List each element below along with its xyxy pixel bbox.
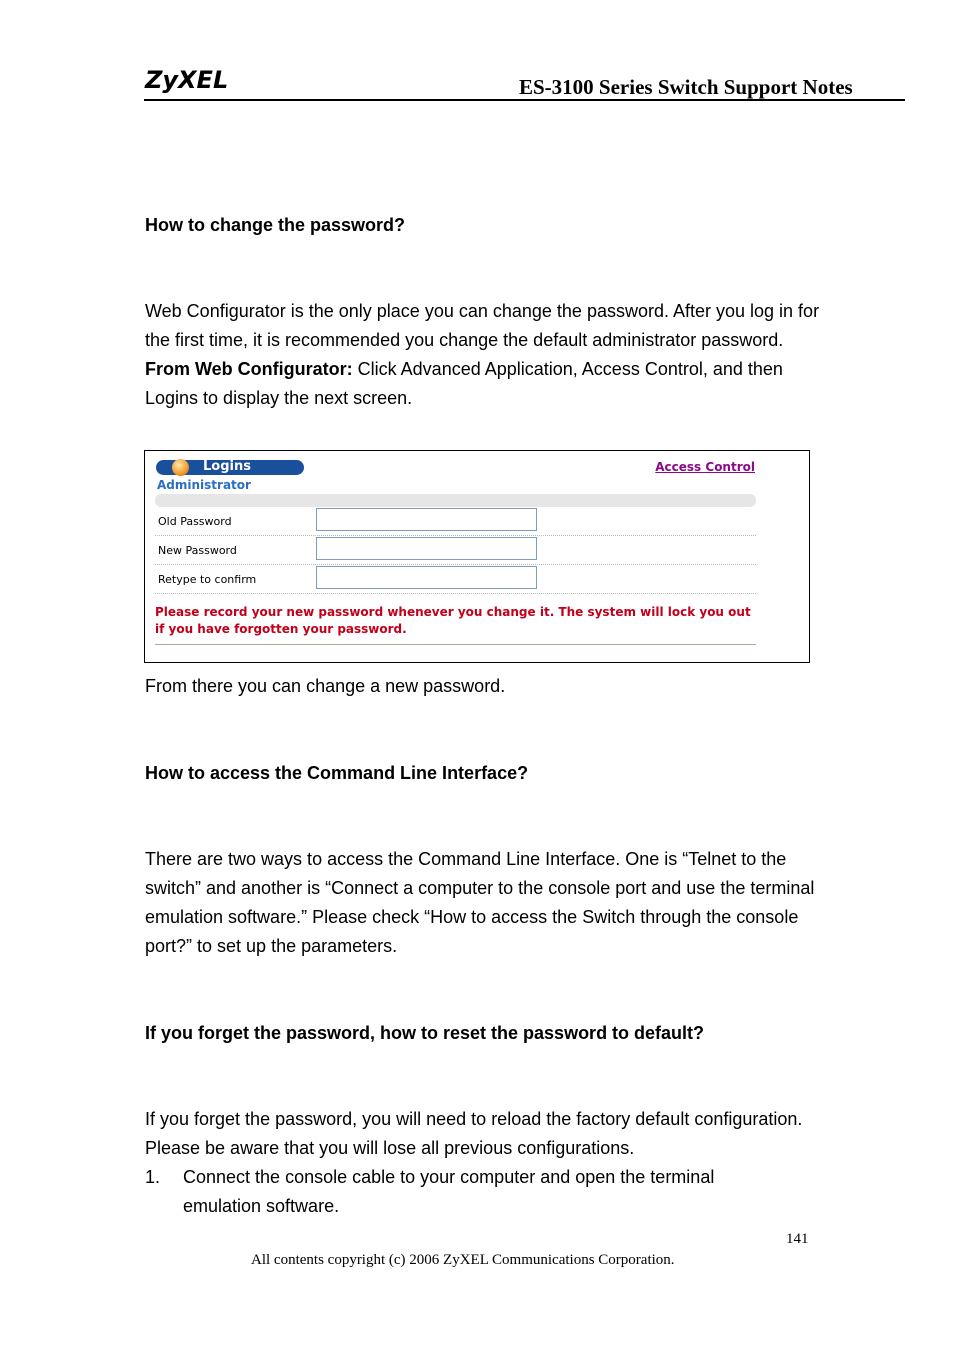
logins-screenshot — [144, 450, 810, 663]
orb-icon — [172, 459, 189, 476]
retype-password-field[interactable] — [316, 566, 537, 589]
intro-paragraph: Web Configurator is the only place you can change the password. After you log in for the first time, it is recommended you change the default administrator password. — [145, 301, 820, 350]
section-divider-bar — [155, 494, 756, 507]
warning-rule — [155, 644, 756, 645]
from-web-configurator-text: Click Advanced Application, Access Control, and then Logins to display the next screen. — [145, 359, 783, 408]
logins-tab[interactable] — [156, 460, 304, 475]
password-warning: Please record your new password whenever you change it. The system will lock you out if you have forgotten your password. — [155, 605, 751, 636]
change-password-intro — [145, 297, 825, 413]
heading-cli: How to access the Command Line Interface? — [145, 763, 529, 783]
retype-password-row — [155, 565, 756, 594]
list-item-number: 1. — [145, 1167, 161, 1187]
old-password-row — [155, 507, 756, 536]
document-title: ES-3100 Series Switch Support Notes — [519, 75, 853, 99]
new-password-row — [155, 536, 756, 565]
from-web-configurator-paragraph — [145, 355, 825, 413]
administrator-section-label: Administrator — [157, 478, 251, 492]
heading-reset-password: If you forget the password, how to reset the password to default? — [145, 1023, 705, 1043]
new-password-label: New Password — [158, 544, 237, 557]
zyxel-logo: ZyXEL — [145, 66, 229, 94]
from-web-configurator-lead: From Web Configurator: — [145, 359, 353, 379]
reset-paragraph: If you forget the password, you will need to reload the factory default configuration. Please be aware that you will lose all previous configurations. — [145, 1109, 803, 1158]
logins-tab-label: Logins — [203, 459, 251, 474]
old-password-label: Old Password — [158, 515, 232, 528]
heading-change-password: How to change the password? — [145, 215, 406, 235]
new-password-field[interactable] — [316, 537, 537, 560]
cli-paragraph: There are two ways to access the Command Line Interface. One is “Telnet to the switch” and another is “Connect a computer to the console port and use the terminal emulation software.” Please check “How to access the Switch through the console port?” to set up the parameters. — [145, 849, 815, 956]
retype-password-label: Retype to confirm — [158, 573, 257, 586]
copyright-footer: All contents copyright (c) 2006 ZyXEL Communications Corporation. — [251, 1252, 675, 1268]
after-figure-text: From there you can change a new password. — [145, 676, 506, 696]
list-item-text: Connect the console cable to your computer and open the terminal emulation software. — [183, 1167, 715, 1216]
access-control-link[interactable]: Access Control — [655, 460, 755, 474]
old-password-field[interactable] — [316, 508, 537, 531]
page-number: 141 — [786, 1231, 809, 1247]
header-rule — [144, 99, 905, 101]
